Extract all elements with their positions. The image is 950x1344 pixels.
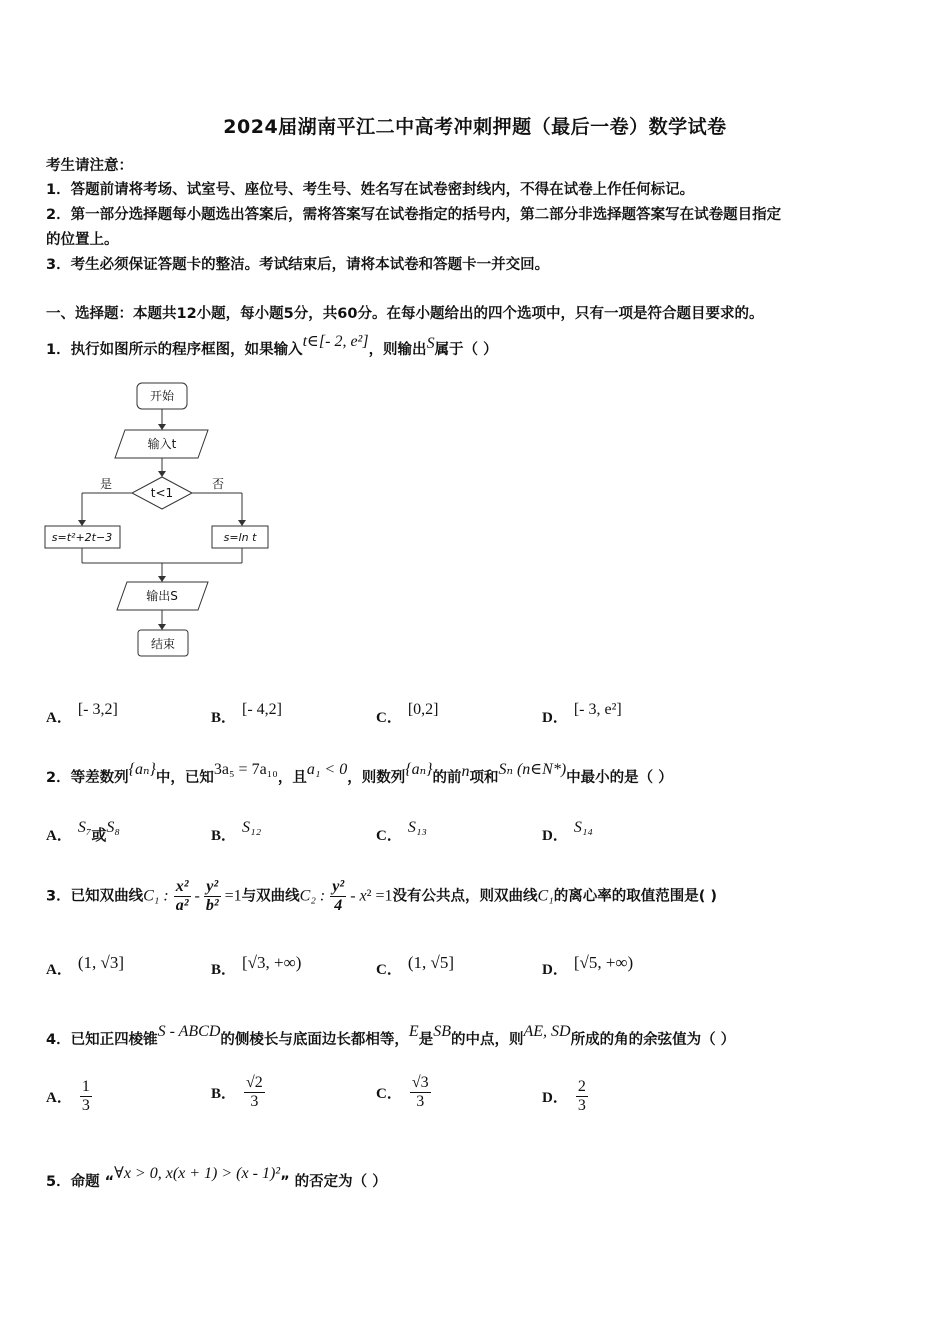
q2-option-c[interactable]: C． S₁₃ [376,819,427,844]
q3-option-d[interactable]: D． [√5, +∞) [542,953,634,978]
q3-frac-y2-4: $\frac{\text{y²}}{4}$ [332,878,345,914]
q5-expression: ∀x > 0, x(x + 1) > (x - 1)² [114,1165,281,1182]
q1-option-a[interactable]: A． [- 3,2] [46,701,118,726]
notice-item-2-cont: 的位置上。 [46,232,119,248]
q3-option-b[interactable]: B． [√3, +∞) [211,953,302,978]
q2-option-a[interactable]: A． S₇或S₈ [46,819,120,844]
question-3: 3．已知双曲线C₁ : $\frac{\text{x²}}{\text{a²}}$ - $\frac{\text{y²}}{\text{b²}}$ =1与双曲线C₂ : $\frac{\text{y²}}{4}$ - x² =1没有公共点，则双曲线C₁的离心率的取值范围是( ) [46,878,718,914]
notice-heading: 考生请注意： [46,158,133,174]
q1-var-s: S [426,335,435,352]
q3-option-c[interactable]: C． (1, √5] [376,953,454,978]
flow-output-text: 输出S [146,589,178,603]
q1-text-pre: 1．执行如图所示的程序框图，如果输入 [46,342,303,358]
q4-option-a[interactable]: A． $\frac{1}{3}$ [46,1078,90,1114]
question-5: 5．命题 “∀x > 0, x(x + 1) > (x - 1)²” 的否定为（ ） [46,1165,387,1190]
notice-item-1: 1．答题前请将考场、试室号、座位号、考生号、姓名写在试卷密封线内，不得在试卷上作任何标记。 [46,182,695,198]
flow-decision-text: t<1 [150,486,174,500]
q4-option-c[interactable]: C． $\frac{√3}{3}$ [376,1074,429,1110]
question-1 [46,333,498,359]
q1-option-b[interactable]: B． [- 4,2] [211,701,282,726]
flow-left-text: s=t²+2t−3 [51,531,113,544]
question-4: 4．已知正四棱锥S - ABCD的侧棱长与底面边长都相等，E是SB的中点，则AE, SD所成的角的余弦值为（ ） [46,1023,736,1048]
notice-item-2: 2．第一部分选择题每小题选出答案后，需将答案写在试卷指定的括号内，第二部分非选择题答案写在试卷题目指定 [46,207,782,223]
q1-text-post: 属于（ ） [434,342,498,358]
q2-option-b[interactable]: B． S₁₂ [211,819,262,844]
q4-option-b[interactable]: B． $\frac{√2}{3}$ [211,1074,263,1110]
q1-text-mid: ，则输出 [368,342,427,358]
q3-frac-x2-a2: $\frac{\text{x²}}{\text{a²}}$ [175,878,189,914]
flow-right-text: s=ln t [223,531,257,544]
question-2: 2．等差数列{aₙ}中，已知3a₅ = 7a₁₀，且a₁ < 0，则数列{aₙ}的前n项和Sₙ (n∈N*)中最小的是（ ） [46,761,673,786]
section-heading: 一、选择题：本题共12小题，每小题5分，共60分。在每小题给出的四个选项中，只有一项是符合题目要求的。 [46,306,764,322]
q2-option-d[interactable]: D． S₁₄ [542,819,593,844]
page-title: 2024届湖南平江二中高考冲刺押题（最后一卷）数学试卷 [223,116,727,138]
q1-option-d[interactable]: D． [- 3, e²] [542,701,622,726]
flow-start-text: 开始 [149,389,175,403]
q4-option-d[interactable]: D． $\frac{2}{3}$ [542,1078,586,1114]
q3-frac-y2-b2: $\frac{\text{y²}}{\text{b²}}$ [205,878,219,914]
q3-option-a[interactable]: A． (1, √3] [46,953,124,978]
flow-no-label: 否 [211,477,225,491]
flowchart [40,378,280,668]
flow-end-text: 结束 [150,637,176,651]
notice-item-3: 3．考生必须保证答题卡的整洁。考试结束后，请将本试卷和答题卡一并交回。 [46,257,550,273]
flow-input-text: 输入t [147,437,177,451]
flow-yes-label: 是 [99,477,113,491]
q1-option-c[interactable]: C． [0,2] [376,701,439,726]
q1-condition: t∈[- 2, e²] [302,333,369,350]
